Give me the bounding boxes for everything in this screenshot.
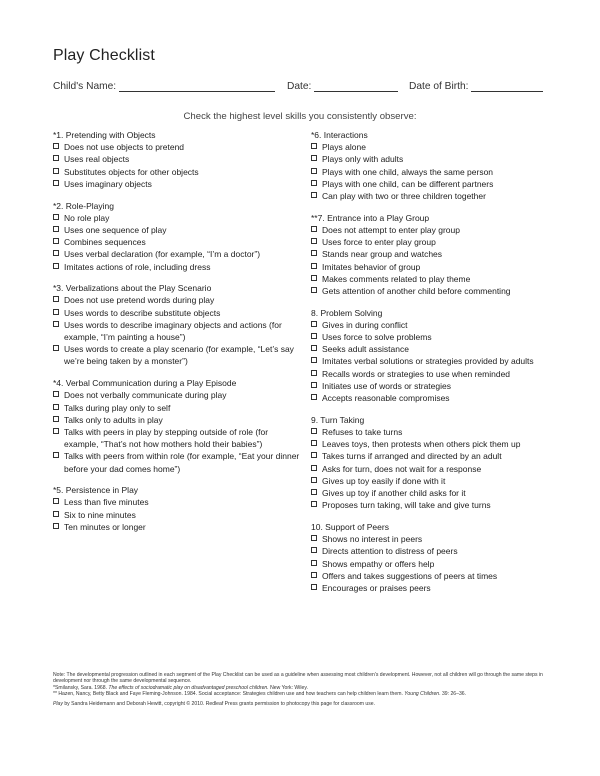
checkbox-icon[interactable] — [311, 155, 317, 161]
date-line[interactable] — [314, 81, 398, 92]
checkbox-icon[interactable] — [311, 168, 317, 174]
checklist-item[interactable] — [53, 509, 303, 521]
checklist-item-label: Gets attention of another child before commenting — [322, 285, 511, 296]
ref2-pages: . 39: 26–36. — [439, 690, 467, 697]
checkbox-icon[interactable] — [311, 192, 317, 198]
checklist-item-label: Six to nine minutes — [64, 509, 136, 520]
checklist-item[interactable] — [311, 545, 551, 557]
ref1-title: The effects of sociodramatic play on disadvantaged preschool children. — [108, 684, 269, 691]
checklist-section — [53, 377, 303, 475]
ref2-journal: Young Children — [404, 690, 440, 697]
checklist-item-label: Does not use objects to pretend — [64, 142, 185, 153]
checklist-item-label: Accepts reasonable compromises — [322, 393, 450, 404]
checklist-item[interactable] — [311, 248, 551, 260]
section-title: 8. Problem Solving — [311, 307, 383, 318]
checklist-item-label: Shows no interest in peers — [322, 534, 423, 545]
checklist-item-label: Uses one sequence of play — [64, 224, 167, 235]
checklist-item-label: Gives up toy easily if done with it — [322, 475, 446, 486]
checklist-section — [53, 129, 303, 190]
checkbox-icon[interactable] — [53, 250, 59, 256]
checklist-item-label: Plays with one child, always the same person — [322, 166, 494, 177]
section-title: 9. Turn Taking — [311, 414, 365, 425]
checklist-item[interactable] — [53, 236, 303, 248]
checklist-item[interactable] — [53, 343, 303, 367]
checklist-item-label: Makes comments related to play theme — [322, 273, 471, 284]
checklist-item[interactable] — [311, 475, 551, 487]
checklist-item-label: Uses verbal declaration (for example, “I’m a doctor”) — [64, 249, 261, 260]
checklist-item[interactable] — [311, 392, 551, 404]
checklist-item[interactable] — [53, 521, 303, 533]
section-title: *6. Interactions — [311, 130, 368, 140]
checklist-item[interactable] — [53, 178, 303, 190]
checklist-item[interactable] — [53, 261, 303, 273]
checkbox-icon[interactable] — [311, 238, 317, 244]
copyright-credit — [53, 701, 548, 707]
checklist-item[interactable] — [311, 319, 551, 331]
section-title: *2. Role-Playing — [53, 200, 114, 211]
checkbox-icon[interactable] — [53, 168, 59, 174]
checklist-item[interactable] — [53, 224, 303, 236]
checklist-item[interactable] — [311, 224, 551, 236]
section-title: 10. Support of Peers — [311, 521, 389, 532]
checklist-item[interactable] — [311, 368, 551, 380]
credit-text: by Sandra Heidemann and Deborah Hewitt, copyright © 2010. Redleaf Press grants permission to photocopy this page for classroom use. — [62, 701, 376, 708]
checklist-item-label: No role play — [64, 212, 110, 223]
checklist-section — [311, 521, 551, 594]
checklist-item-label: Gives in during conflict — [322, 319, 408, 330]
checkbox-icon[interactable] — [53, 226, 59, 232]
checkbox-icon[interactable] — [311, 572, 317, 578]
child-name-field[interactable] — [53, 81, 275, 92]
ref2-authors: ** Hazen, Nancy, Betty Black and Faye Fleming-Johnson. 1984. Social acceptance: Strategies children use and how teachers can help children learn them. — [53, 690, 405, 697]
checklist-item-label: Uses words to describe imaginary objects and actions (for example, “I’m painting a house”) — [64, 319, 282, 343]
reference-hazen — [53, 691, 548, 697]
section-title: *3. Verbalizations about the Play Scenario — [53, 283, 212, 294]
checkbox-icon[interactable] — [311, 287, 317, 293]
checklist-item-label: Seeks adult assistance — [322, 344, 409, 355]
checklist-item-label: Less than five minutes — [64, 497, 149, 508]
checkbox-icon[interactable] — [311, 535, 317, 541]
dob-field[interactable] — [409, 81, 543, 92]
checklist-item-label: Plays alone — [322, 142, 366, 153]
instruction-text: Check the highest level skills you consistently observe: — [183, 111, 417, 122]
child-name-label: Child's Name: — [53, 81, 117, 92]
checklist-item[interactable] — [53, 450, 303, 474]
section-title: **7. Entrance into a Play Group — [311, 212, 430, 223]
checkbox-icon[interactable] — [53, 238, 59, 244]
checkbox-icon[interactable] — [311, 547, 317, 553]
checklist-section — [53, 484, 303, 533]
checklist-item-label: Combines sequences — [64, 237, 146, 248]
checklist-item[interactable] — [311, 463, 551, 475]
checklist-item-label: Substitutes objects for other objects — [64, 166, 199, 177]
checklist-item[interactable] — [53, 307, 303, 319]
checkbox-icon[interactable] — [311, 382, 317, 388]
developmental-note: Note: The developmental progression outlined in each segment of the Play Checklist can be used as a guideline when assessing most children's development. However, not all children will go through the same steps in development nor through the same developmental sequence. — [53, 672, 543, 685]
checklist-item-label: Refuses to take turns — [322, 426, 403, 437]
checklist-item[interactable] — [53, 212, 303, 224]
checklist-item[interactable] — [311, 178, 551, 190]
checklist-item-label: Uses words to describe substitute objects — [64, 307, 221, 318]
checklist-item[interactable] — [311, 166, 551, 178]
checklist-item-label: Uses words to create a play scenario (for example, “Let’s say we’re being taken by a monster”) — [64, 344, 294, 367]
checklist-item[interactable] — [311, 141, 551, 153]
ref1-author: *Smilansky, Sara. 1968. — [53, 684, 109, 691]
checklist-section — [53, 200, 303, 273]
checklist-item-label: Talks with peers in play by stepping outside of role (for example, “That’s not how mothers hold their babies”) — [64, 426, 269, 450]
checklist-item-label: Encourages or praises peers — [322, 582, 431, 593]
checklist-item-label: Uses force to enter play group — [322, 237, 436, 248]
checkbox-icon[interactable] — [311, 226, 317, 232]
checklist-item-label: Ten minutes or longer — [64, 521, 146, 532]
checklist-item-label: Talks only to adults in play — [64, 414, 163, 425]
checklist-item-label: Plays with one child, can be different partners — [322, 178, 494, 189]
checklist-item[interactable] — [311, 380, 551, 392]
checklist-section — [53, 282, 303, 367]
checklist-item-label: Imitates verbal solutions or strategies provided by adults — [322, 356, 534, 367]
dob-line[interactable] — [471, 81, 543, 92]
checkbox-icon[interactable] — [311, 428, 317, 434]
checklist-item-label: Imitates actions of role, including dress — [64, 261, 211, 272]
checklist-item[interactable] — [53, 389, 303, 401]
checkbox-icon[interactable] — [53, 296, 59, 302]
page-title: Play Checklist — [53, 47, 155, 64]
footnotes — [53, 672, 548, 707]
checklist-item[interactable] — [53, 426, 303, 450]
checkbox-icon[interactable] — [311, 275, 317, 281]
checkbox-icon[interactable] — [311, 143, 317, 149]
checklist-item[interactable] — [53, 141, 303, 153]
checkbox-icon[interactable] — [311, 440, 317, 446]
checklist-item[interactable] — [311, 558, 551, 570]
checklist-item[interactable] — [53, 402, 303, 414]
checklist-item[interactable] — [53, 248, 303, 260]
checklist-item-label: Uses imaginary objects — [64, 178, 152, 189]
checkbox-icon[interactable] — [53, 428, 59, 434]
checkbox-icon[interactable] — [311, 501, 317, 507]
checklist-item-label: Plays only with adults — [322, 154, 404, 165]
checkbox-icon[interactable] — [53, 263, 59, 269]
checklist-item-label: Asks for turn, does not wait for a response — [322, 463, 482, 474]
checklist-item-label: Directs attention to distress of peers — [322, 546, 458, 557]
checkbox-icon[interactable] — [53, 498, 59, 504]
checklist-item-label: Uses real objects — [64, 154, 130, 165]
checklist-item[interactable] — [311, 273, 551, 285]
checklist-item-label: Does not use pretend words during play — [64, 295, 215, 306]
checkbox-icon[interactable] — [53, 452, 59, 458]
checklist-item[interactable] — [311, 426, 551, 438]
checklist-item-label: Takes turns if arranged and directed by an adult — [322, 451, 502, 462]
checkbox-icon[interactable] — [311, 345, 317, 351]
checklist-item-label: Stands near group and watches — [322, 249, 443, 260]
checklist-item[interactable] — [53, 414, 303, 426]
checkbox-icon[interactable] — [311, 489, 317, 495]
checklist-item-label: Can play with two or three children together — [322, 191, 486, 202]
checklist-item[interactable] — [311, 582, 551, 594]
checklist-item[interactable] — [53, 153, 303, 165]
checkbox-icon[interactable] — [53, 416, 59, 422]
checklist-item[interactable] — [311, 499, 551, 511]
checklist-item-label: Talks with peers from within role (for example, “Eat your dinner before your dad comes home”) — [64, 451, 300, 474]
checkbox-icon[interactable] — [311, 357, 317, 363]
left-column — [53, 129, 303, 543]
checklist-item[interactable] — [53, 319, 303, 343]
checkbox-icon[interactable] — [311, 477, 317, 483]
checkbox-icon[interactable] — [311, 394, 317, 400]
checklist-item-label: Gives up toy if another child asks for it — [322, 487, 466, 498]
dob-label: Date of Birth: — [409, 81, 469, 92]
child-name-line[interactable] — [119, 81, 275, 92]
checkbox-icon[interactable] — [53, 523, 59, 529]
checkbox-icon[interactable] — [53, 391, 59, 397]
checkbox-icon[interactable] — [53, 214, 59, 220]
checklist-section — [311, 129, 551, 202]
checklist-item[interactable] — [53, 496, 303, 508]
checkbox-icon[interactable] — [53, 143, 59, 149]
checklist-section — [311, 414, 551, 512]
checklist-item-label: Shows empathy or offers help — [322, 558, 435, 569]
section-title: *4. Verbal Communication during a Play Episode — [53, 378, 237, 389]
checkbox-icon[interactable] — [53, 180, 59, 186]
checkbox-icon[interactable] — [311, 321, 317, 327]
checkbox-icon[interactable] — [53, 345, 59, 351]
checklist-item-label: Does not attempt to enter play group — [322, 224, 460, 235]
checkbox-icon[interactable] — [53, 309, 59, 315]
checklist-item-label: Talks during play only to self — [64, 402, 171, 413]
checklist-item-label: Initiates use of words or strategies — [322, 380, 451, 391]
checkbox-icon[interactable] — [311, 263, 317, 269]
checklist-item[interactable] — [311, 438, 551, 450]
checklist-item[interactable] — [311, 533, 551, 545]
date-field[interactable] — [287, 81, 398, 92]
checklist-item-label: Recalls words or strategies to use when reminded — [322, 368, 511, 379]
checklist-item[interactable] — [311, 355, 551, 367]
checkbox-icon[interactable] — [311, 465, 317, 471]
checklist-item[interactable] — [311, 450, 551, 462]
checkbox-icon[interactable] — [53, 404, 59, 410]
checkbox-icon[interactable] — [311, 370, 317, 376]
checkbox-icon[interactable] — [311, 180, 317, 186]
checkbox-icon[interactable] — [53, 155, 59, 161]
checklist-item[interactable] — [311, 190, 551, 202]
checkbox-icon[interactable] — [311, 584, 317, 590]
checklist-item-label: Leaves toys, then protests when others pick them up — [322, 439, 521, 450]
checklist-item-label: Imitates behavior of group — [322, 261, 421, 272]
right-column — [311, 129, 551, 604]
credit-book-title: Play — [53, 701, 63, 708]
checkbox-icon[interactable] — [311, 452, 317, 458]
checklist-item[interactable] — [311, 153, 551, 165]
checklist-item-label: Does not verbally communicate during play — [64, 390, 227, 401]
checklist-item[interactable] — [311, 236, 551, 248]
checklist-item-label: Proposes turn taking, will take and give turns — [322, 500, 491, 511]
checklist-item[interactable] — [311, 487, 551, 499]
checklist-item[interactable] — [311, 285, 551, 297]
checkbox-icon[interactable] — [53, 321, 59, 327]
date-label: Date: — [287, 81, 312, 92]
checklist-item[interactable] — [53, 166, 303, 178]
checklist-item[interactable] — [311, 343, 551, 355]
checklist-item[interactable] — [311, 331, 551, 343]
checklist-item-label: Offers and takes suggestions of peers at times — [322, 570, 498, 581]
checkbox-icon[interactable] — [311, 250, 317, 256]
checkbox-icon[interactable] — [53, 511, 59, 517]
checklist-item[interactable] — [311, 570, 551, 582]
ref1-publisher: New York: Wiley. — [268, 684, 308, 691]
checkbox-icon[interactable] — [311, 560, 317, 566]
checklist-item-label: Uses force to solve problems — [322, 332, 432, 343]
section-title: *5. Persistence in Play — [53, 485, 139, 496]
section-title: *1. Pretending with Objects — [53, 130, 156, 140]
checklist-item[interactable] — [53, 294, 303, 306]
checklist-item[interactable] — [311, 261, 551, 273]
checkbox-icon[interactable] — [311, 333, 317, 339]
checklist-section — [311, 212, 551, 297]
checklist-section — [311, 307, 551, 405]
